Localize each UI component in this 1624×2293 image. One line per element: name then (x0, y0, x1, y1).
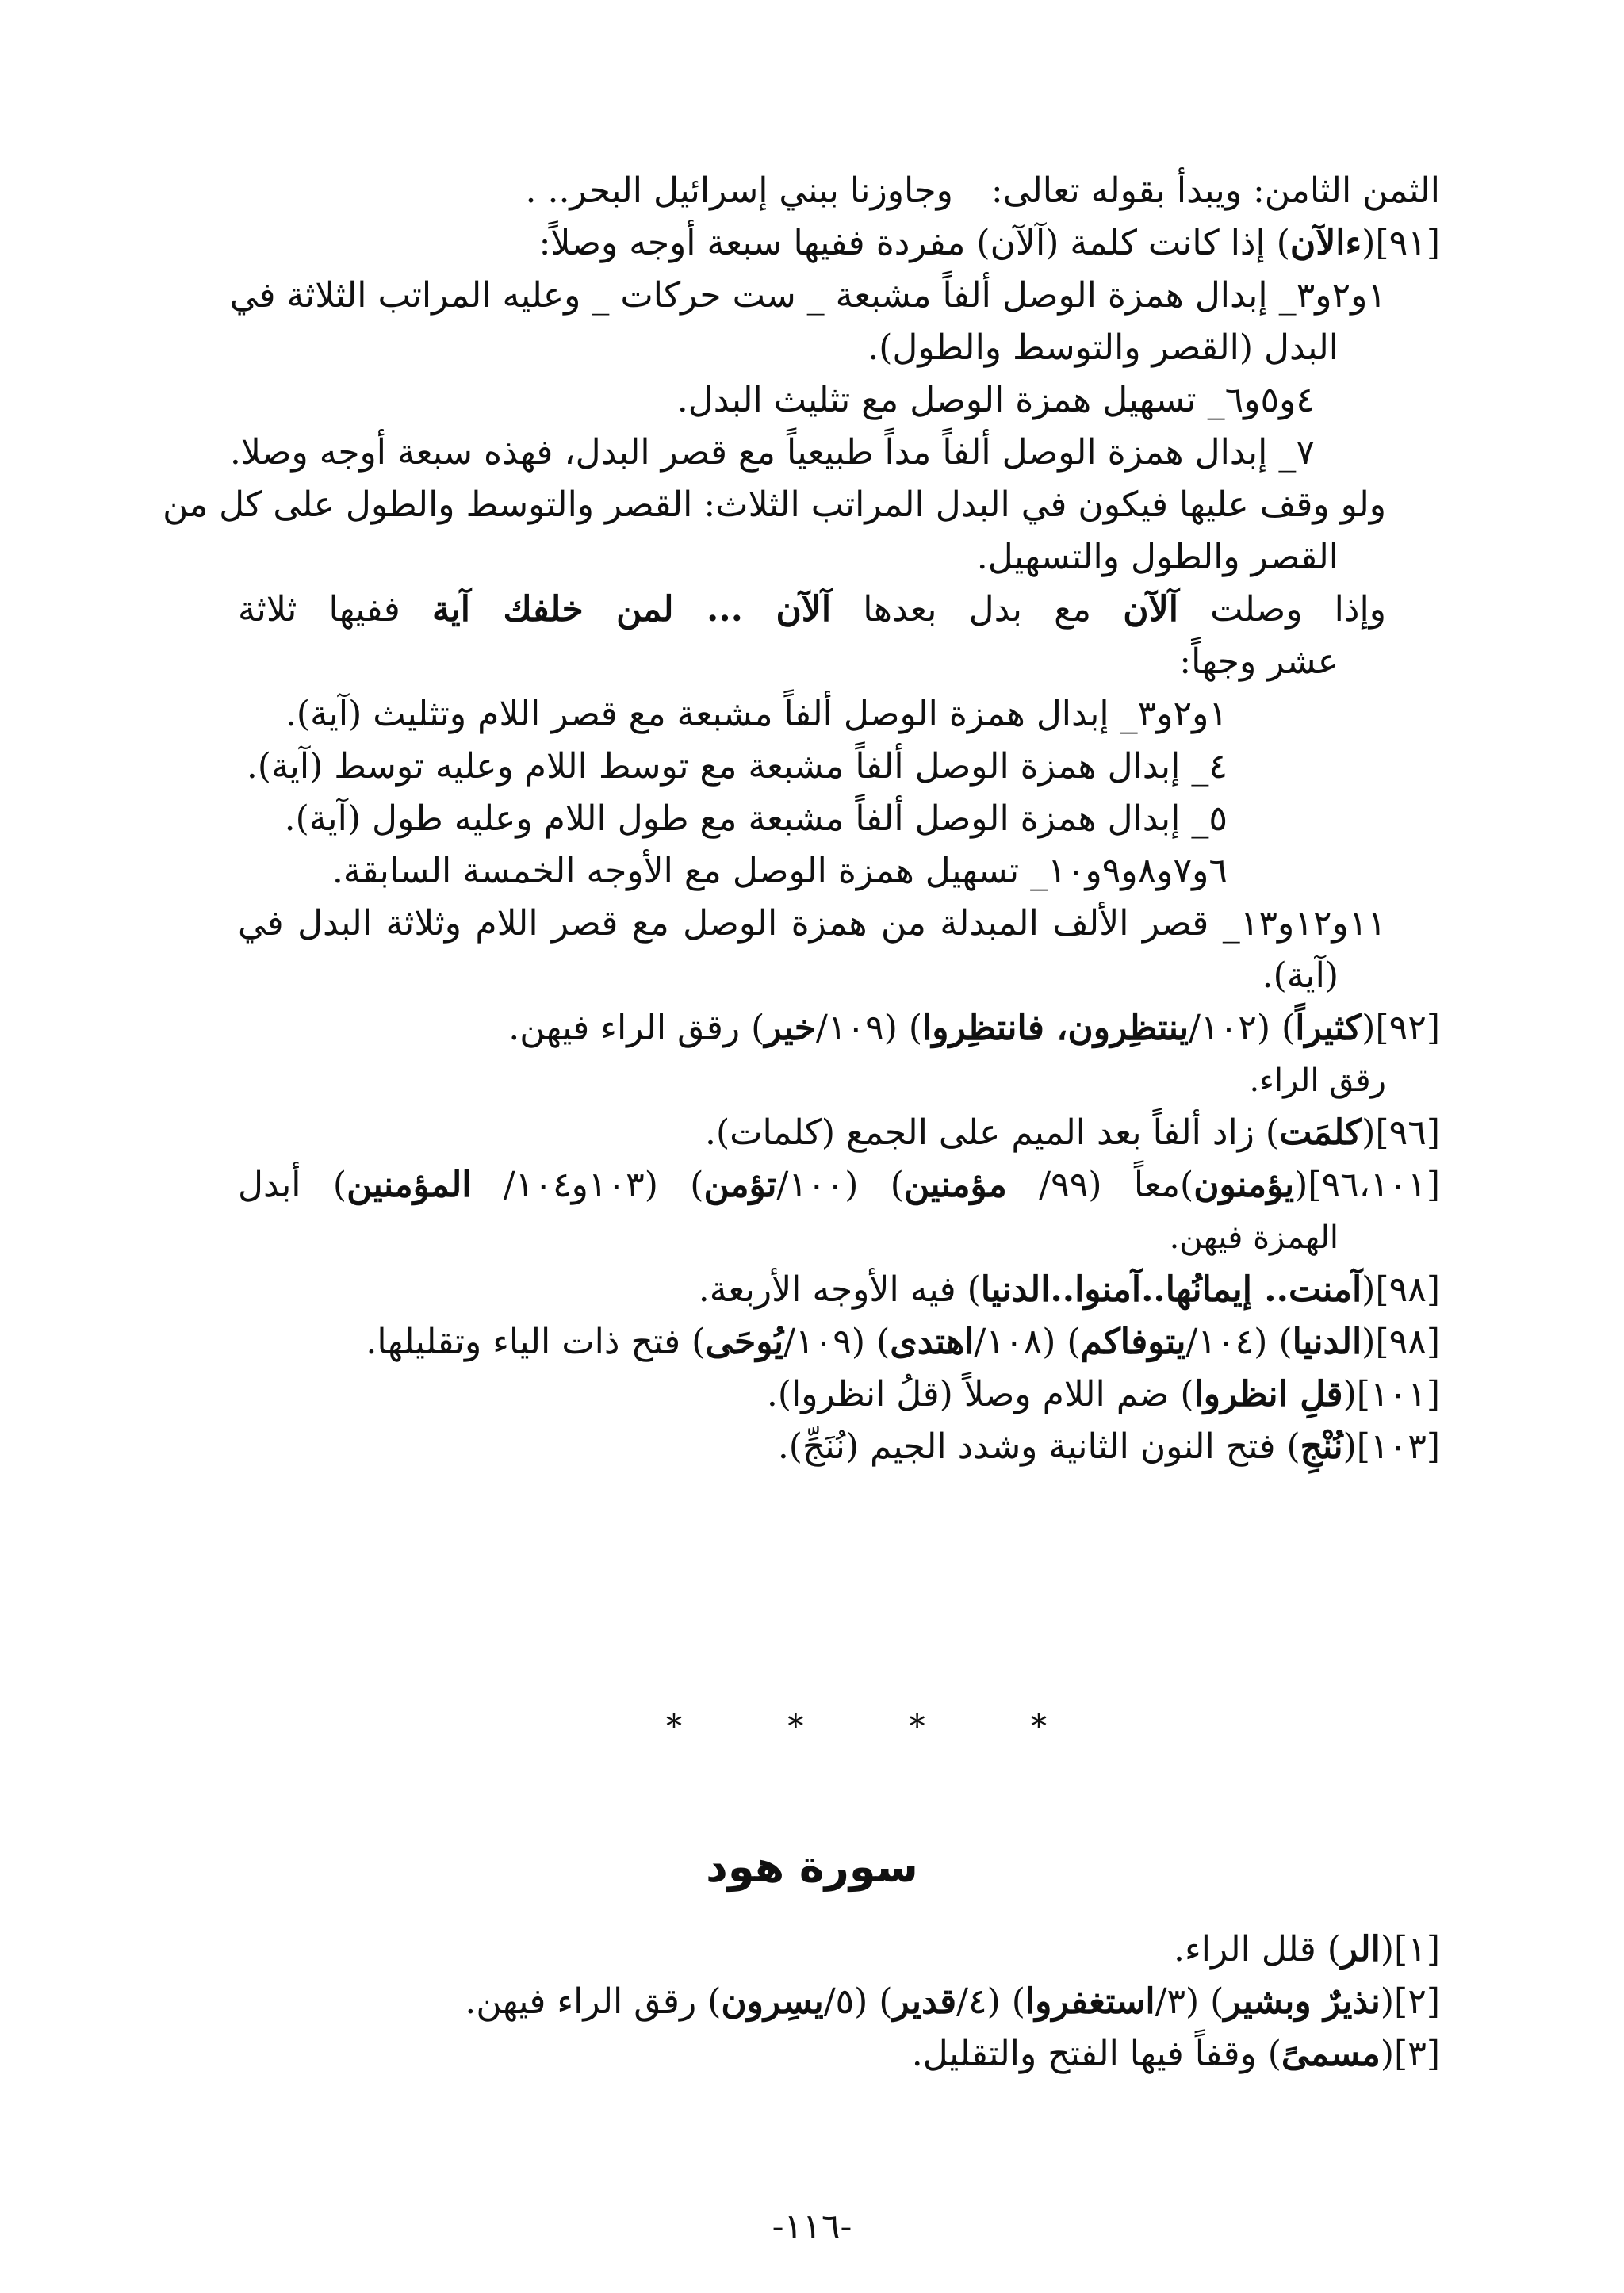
separator-star: * (787, 1709, 804, 1745)
entry-98-a: [٩٨](آمنت.. إيمانُها..آمنوا..الدنيا) فيه الأوجه الأربعة. (698, 1269, 1440, 1310)
text-line: ٧_ إبدال همزة الوصل ألفاً مداً طبيعياً مع قصر البدل، فهذه سبعة أوجه وصلا. (229, 432, 1315, 473)
text-line: القصر والطول والتسهيل. (976, 537, 1339, 577)
text-line: ٦و٧و٨و٩و١٠_ تسهيل همزة الوصل مع الأوجه الخمسة السابقة. (331, 851, 1228, 891)
entry-103: [١٠٣](نُنْجِ) فتح النون الثانية وشدد الجيم (نُنَجِّ). (777, 1426, 1440, 1467)
entry-92: [٩٢](كثيراً) (١٠٢/ينتظِرون، فانتظِروا) (١٠٩/خير) رقق الراء فيهن. (508, 1008, 1440, 1048)
hud-entry-1: [١](الر) قلل الراء. (1174, 1929, 1440, 1970)
entry-96-101: [٩٦،١٠١](يؤمنون)معاً (٩٩/ مؤمنين) (١٠٠/تؤمن) (١٠٣و١٠٤/ المؤمنين) أبدل (238, 1165, 1440, 1205)
text-line: (آية). (1262, 955, 1339, 996)
text-line: وإذا وصلت آلآن مع بدل بعدها آلآن ... لمن خلفك آية ففيها ثلاثة (238, 589, 1386, 630)
section-separator (666, 1709, 1047, 1745)
hud-entry-2: [٢](نذيرٌ وبشير) (٣/استغفروا) (٤/قدير) (٥/يسِرون) رقق الراء فيهن. (465, 1981, 1440, 2022)
page-number: -١١٦- (772, 2207, 852, 2247)
separator-star: * (1030, 1709, 1047, 1745)
text-line: ٤و٥و٦_ تسهيل همزة الوصل مع تثليث البدل. (676, 380, 1315, 420)
entry-91: [٩١](ءالآن) إذا كانت كلمة (آلآن) مفردة ففيها سبعة أوجه وصلاً: (538, 223, 1440, 263)
separator-star: * (909, 1709, 925, 1745)
text-line: ٤_ إبدال همزة الوصل ألفاً مشبعة مع توسط اللام وعليه توسط (آية). (246, 746, 1228, 787)
surah-heading: سورة هود (706, 1842, 918, 1892)
separator-star: * (666, 1709, 682, 1745)
text-line: رقق الراء. (1249, 1062, 1386, 1099)
text-line: ١و٢و٣_ إبدال همزة الوصل ألفاً مشبعة مع قصر اللام وتثليث (آية). (285, 694, 1228, 734)
section-intro-line: الثمن الثامن: ويبدأ بقوله تعالى:وجاوزنا ببني إسرائيل البحر.. . (525, 170, 1440, 211)
text-line: البدل (القصر والتوسط والطول). (868, 327, 1339, 368)
text-line: ٥_ إبدال همزة الوصل ألفاً مشبعة مع طول اللام وعليه طول (آية). (284, 798, 1228, 839)
entry-98-b: [٩٨](الدنيا) (١٠٤/يتوفاكم) (١٠٨/اهتدى) (١٠٩/يُوحَى) فتح ذات الياء وتقليلها. (366, 1322, 1440, 1362)
text-line: عشر وجهاً: (1179, 641, 1339, 682)
text-line: ١و٢و٣_ إبدال همزة الوصل ألفاً مشبعة _ ست حركات _ وعليه المراتب الثلاثة في (229, 275, 1386, 316)
text-line: ١١و١٢و١٣_ قصر الألف المبدلة من همزة الوصل مع قصر اللام وثلاثة البدل في (238, 903, 1386, 944)
text-line: الهمزة فيهن. (1169, 1219, 1339, 1256)
entry-96: [٩٦](كلمَت) زاد ألفاً بعد الميم على الجمع (كلمات). (704, 1112, 1440, 1153)
entry-101: [١٠١](قلِ انظروا) ضم اللام وصلاً (قلُ انظروا). (766, 1374, 1440, 1414)
hud-entry-3: [٣](مسمىً) وقفاً فيها الفتح والتقليل. (911, 2034, 1440, 2074)
text-line: ولو وقف عليها فيكون في البدل المراتب الثلاث: القصر والتوسط والطول على كل من (163, 484, 1386, 525)
